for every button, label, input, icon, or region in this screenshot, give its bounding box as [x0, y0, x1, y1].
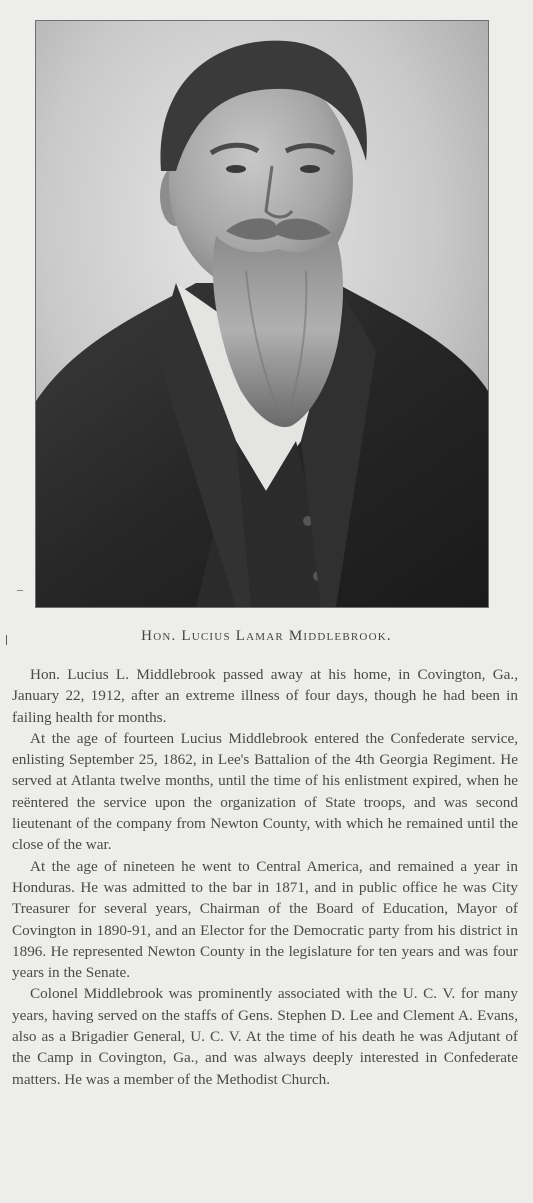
paragraph: At the age of nineteen he went to Central America, and remained a year in Honduras. He was admitted to the bar in 1871, and in public office he was City Treasurer for several years, Chairman of the Board of Education, Mayor of Covington in 1890-91, and an Elector for the Democratic party from his district in 1896. He represented Newton County in the legislature for ten years and was four years in the Senate.: [12, 857, 518, 982]
margin-dash: [17, 590, 23, 591]
portrait-photo: [35, 20, 489, 608]
article-body: [12, 664, 518, 1090]
paragraph: At the age of fourteen Lucius Middlebrook entered the Confederate service, enlisting September 25, 1862, in Lee's Battalion of the 4th Georgia Regiment. He served at Atlanta twelve months, until the time of his enlistment expired, when he reëntered the service upon the organization of State troops, and was second lieutenant of the company from Newton County, with which he remained until the close of the war.: [12, 729, 518, 854]
paragraph: Colonel Middlebrook was prominently associated with the U. C. V. for many years, having served on the staffs of Gens. Stephen D. Lee and Clement A. Evans, also as a Brigadier General, U. C. V. At the time of his death he was Adjutant of the Camp in Covington, Ga., and was always deeply interested in Confederate matters. He was a member of the Methodist Church.: [12, 985, 518, 1088]
photo-caption: Hon. Lucius Lamar Middlebrook.: [141, 628, 392, 644]
paragraph: Hon. Lucius L. Middlebrook passed away at his home, in Covington, Ga., January 22, 1912, after an extreme illness of four days, though he had been in failing health for months.: [12, 666, 518, 726]
portrait-illustration: [36, 21, 488, 607]
